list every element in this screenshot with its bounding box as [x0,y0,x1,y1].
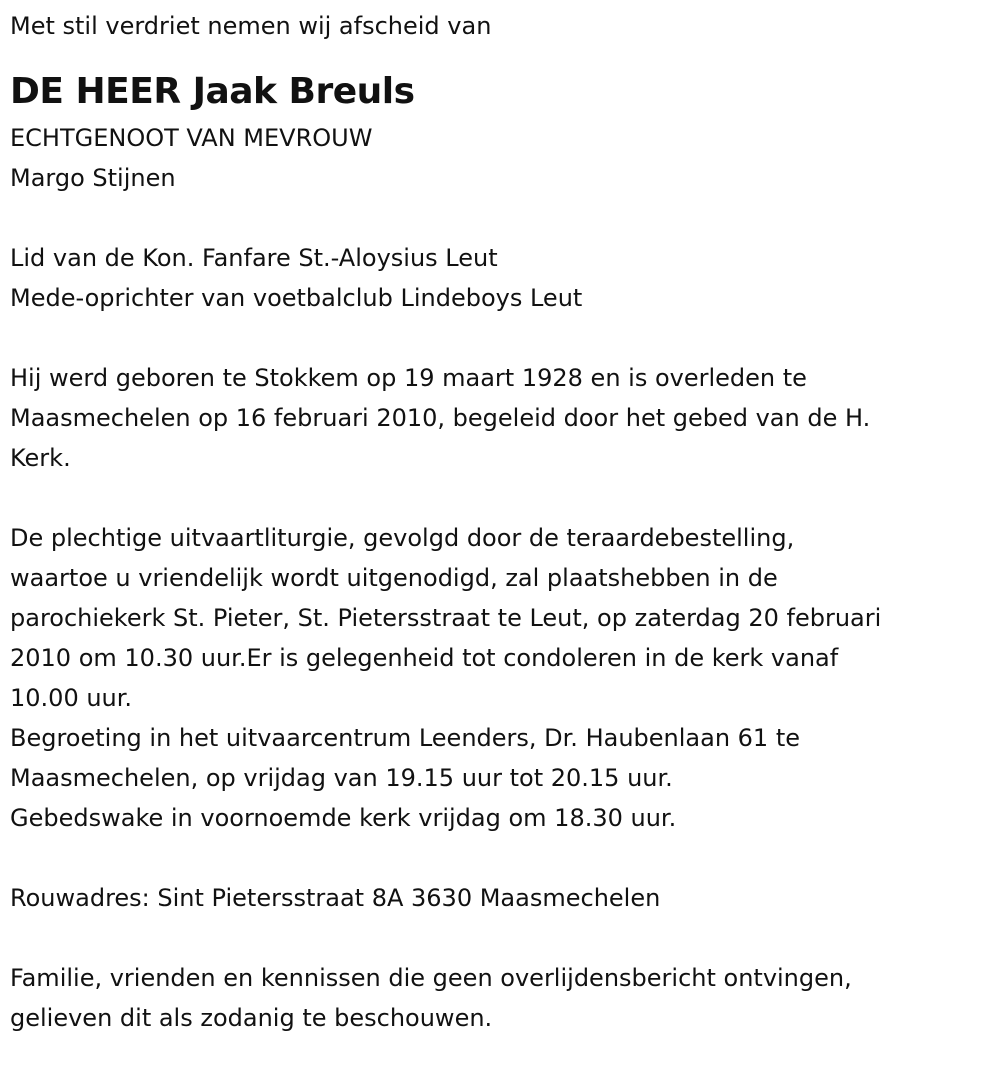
funeral-line: waartoe u vriendelijk wordt uitgenodigd, zal plaatshebben in de [10,564,778,592]
spacer [10,198,995,238]
funeral-line: Gebedswake in voornoemde kerk vrijdag om 18.30 uur. [10,804,677,832]
funeral-line: 10.00 uur. [10,684,133,712]
spouse-name: Margo Stijnen [10,164,176,192]
spacer [10,478,995,518]
birth-death-line: Hij werd geboren te Stokkem op 19 maart 1928 en is overleden te [10,364,807,392]
funeral-line: Maasmechelen, op vrijdag van 19.15 uur tot 20.15 uur. [10,764,673,792]
closing-line: Familie, vrienden en kennissen die geen overlijdensbericht ontvingen, [10,964,852,992]
deceased-name: DE HEER Jaak Breuls [10,71,415,112]
mourning-address: Rouwadres: Sint Pietersstraat 8A 3630 Maasmechelen [10,884,661,912]
funeral-line: parochiekerk St. Pieter, St. Pietersstraat te Leut, op zaterdag 20 februari [10,604,882,632]
funeral-line: 2010 om 10.30 uur.Er is gelegenheid tot condoleren in de kerk vanaf [10,644,839,672]
birth-death-line: Maasmechelen op 16 februari 2010, begeleid door het gebed van de H. [10,404,871,432]
spacer [10,318,995,358]
membership-line: Lid van de Kon. Fanfare St.-Aloysius Leut [10,244,498,272]
closing-line: gelieven dit als zodanig te beschouwen. [10,1004,493,1032]
funeral-line: Begroeting in het uitvaarcentrum Leenders, Dr. Haubenlaan 61 te [10,724,801,752]
obituary-notice [10,6,995,1038]
intro-text: Met stil verdriet nemen wij afscheid van [10,12,492,40]
birth-death-line: Kerk. [10,444,71,472]
funeral-line: De plechtige uitvaartliturgie, gevolgd door de teraardebestelling, [10,524,795,552]
spacer [10,918,995,958]
membership-line: Mede-oprichter van voetbalclub Lindeboys Leut [10,284,583,312]
spouse-title: ECHTGENOOT VAN MEVROUW [10,124,373,152]
spacer [10,838,995,878]
